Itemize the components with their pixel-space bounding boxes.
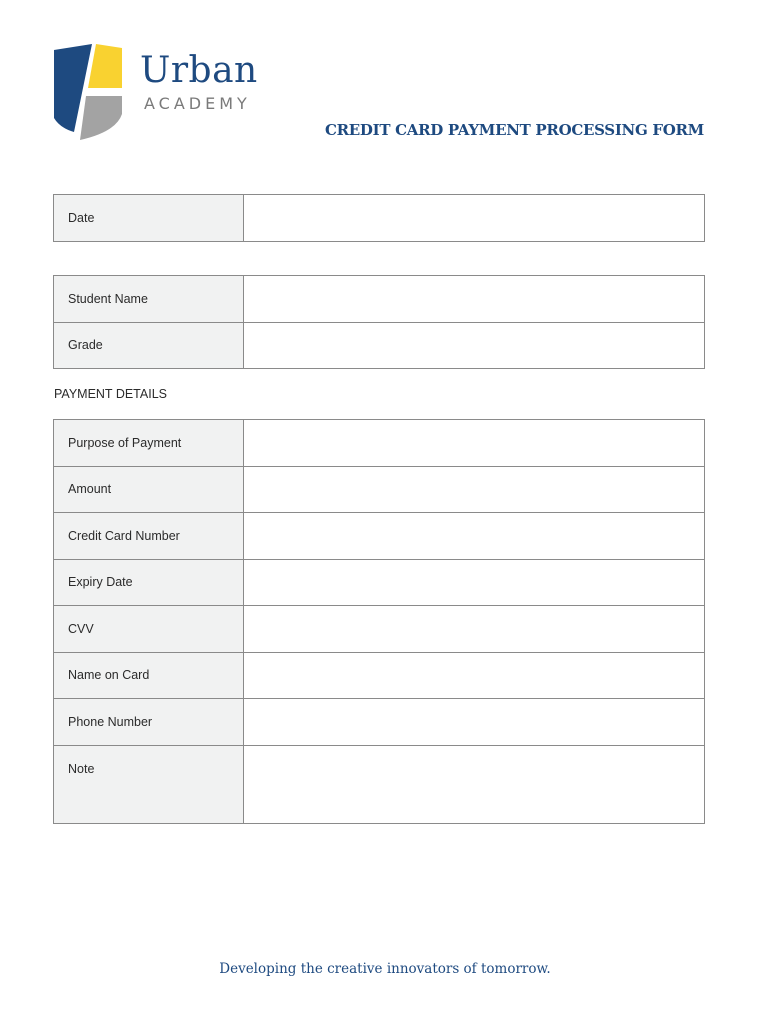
field-label-expiry: Expiry Date — [54, 559, 244, 606]
table-row — [54, 276, 705, 323]
table-row — [54, 195, 705, 242]
note-field[interactable] — [244, 745, 705, 823]
field-label-phone: Phone Number — [54, 699, 244, 746]
grade-field[interactable] — [244, 322, 705, 369]
logo-wordmark: Urban — [140, 50, 258, 91]
table-row — [54, 322, 705, 369]
table-row — [54, 466, 705, 513]
table-row — [54, 559, 705, 606]
date-field[interactable] — [244, 195, 705, 242]
logo — [52, 44, 272, 144]
academy-shield-icon — [52, 44, 124, 140]
field-label-purpose: Purpose of Payment — [54, 420, 244, 467]
field-label-name-on-card: Name on Card — [54, 652, 244, 699]
table-row — [54, 745, 705, 823]
cvv-field[interactable] — [244, 606, 705, 653]
footer-tagline: Developing the creative innovators of tomorrow. — [219, 961, 551, 977]
phone-field[interactable] — [244, 699, 705, 746]
field-label-note: Note — [54, 745, 244, 823]
field-label-amount: Amount — [54, 466, 244, 513]
amount-field[interactable] — [244, 466, 705, 513]
payment-details-heading: PAYMENT DETAILS — [54, 387, 167, 401]
table-row — [54, 606, 705, 653]
purpose-field[interactable] — [244, 420, 705, 467]
field-label-card-number: Credit Card Number — [54, 513, 244, 560]
card-number-field[interactable] — [244, 513, 705, 560]
table-row — [54, 652, 705, 699]
table-row — [54, 699, 705, 746]
table-row — [54, 513, 705, 560]
field-label-date: Date — [54, 195, 244, 242]
name-on-card-field[interactable] — [244, 652, 705, 699]
logo-subtitle: ACADEMY — [144, 94, 251, 113]
student-name-field[interactable] — [244, 276, 705, 323]
form-title: CREDIT CARD PAYMENT PROCESSING FORM — [324, 121, 704, 139]
expiry-field[interactable] — [244, 559, 705, 606]
table-row — [54, 420, 705, 467]
field-label-cvv: CVV — [54, 606, 244, 653]
student-table — [53, 275, 705, 369]
field-label-student-name: Student Name — [54, 276, 244, 323]
date-table — [53, 194, 705, 242]
field-label-grade: Grade — [54, 322, 244, 369]
payment-table — [53, 419, 705, 824]
